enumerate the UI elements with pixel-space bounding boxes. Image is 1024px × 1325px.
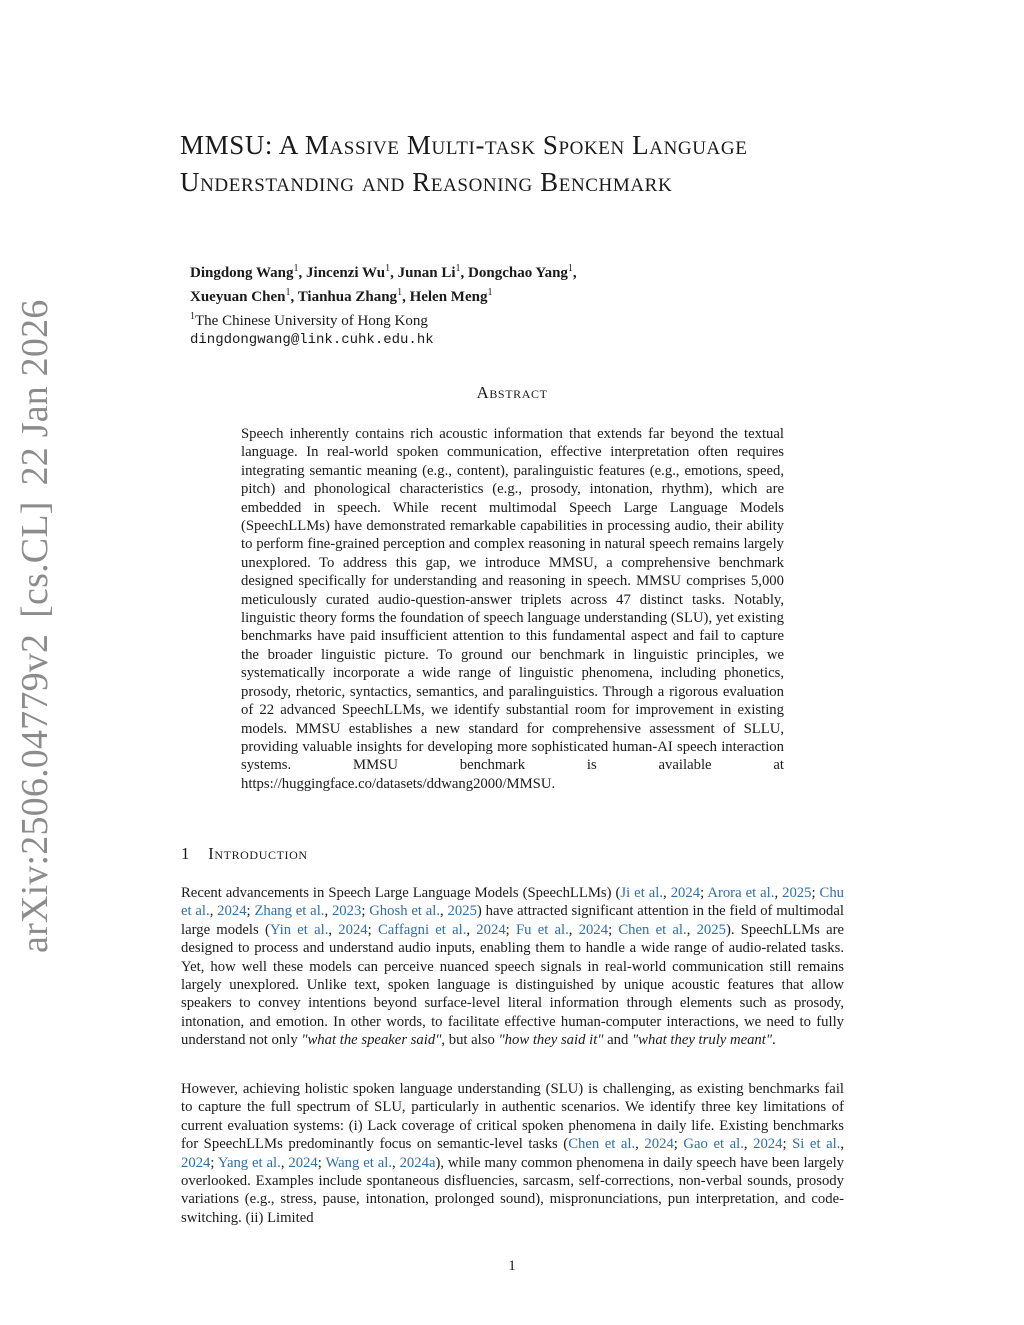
- citation-link[interactable]: Chu et al.: [181, 885, 845, 920]
- text-run: ;: [317, 1154, 326, 1171]
- text-run: ,: [328, 921, 339, 938]
- italic-quote: "what they truly meant": [632, 1032, 773, 1049]
- citation-link[interactable]: Yin et al.: [269, 921, 329, 938]
- citation-link[interactable]: Ghosh et al.: [369, 903, 441, 920]
- introduction-paragraph-1: [181, 884, 844, 1050]
- author-name: Junan Li: [397, 265, 456, 281]
- citation-link[interactable]: 2025: [696, 921, 726, 938]
- affiliation: $^1$The Chinese University of Hong Kong: [190, 311, 428, 329]
- arxiv-date: 22 Jan 2026: [14, 299, 56, 486]
- author-name: Dongchao Yang: [468, 265, 568, 281]
- text-run: ;: [673, 1136, 684, 1153]
- text-run: ,: [840, 1136, 845, 1153]
- citation-link[interactable]: Zhang et al.: [254, 903, 325, 920]
- citation-link[interactable]: Chen et al.: [618, 921, 687, 938]
- author-name: Jincenzi Wu: [306, 265, 386, 281]
- citation-link[interactable]: 2024: [338, 921, 368, 938]
- page-number: 1: [508, 1258, 516, 1274]
- text-run: ) have attracted significant attention in the field of multimodal large models (: [181, 903, 844, 938]
- text-run: ,: [743, 1136, 754, 1153]
- citation-link[interactable]: 2024: [670, 885, 701, 901]
- text-run: ;: [700, 885, 708, 901]
- author-name: Tianhua Zhang: [297, 289, 398, 305]
- text-run: ;: [505, 921, 516, 938]
- text-run: , but also: [441, 1032, 499, 1049]
- text-run: ,: [635, 1136, 645, 1153]
- text-run: ,: [324, 903, 332, 920]
- abstract-heading: Abstract: [476, 383, 548, 402]
- citation-link[interactable]: Caffagni et al.: [377, 921, 467, 938]
- abstract-text: Speech inherently contains rich acoustic information that extends far beyond the textual language. In real-world spoken communication, effective interpretation often requires integrating semantic meaning (e.g., content), paralinguistic features (e.g., emotions, speed, pitch) and phonological characteristics (e.g., prosody, intonation, rhythm), which are embedded in speech. While recent multimodal Speech Large Language Models (SpeechLLMs) have demonstrated remarkable capabilities in processing audio, their ability to perform fine-grained perception and complex reasoning in natural speech remains largely unexplored. To address this gap, we introduce MMSU, a comprehensive benchmark designed specifically for understanding and reasoning in speech. MMSU comprises 5,000 meticulously curated audio-question-answer triplets across 47 distinct tasks. Notably, linguistic theory forms the foundation of speech language understanding (SLU), yet existing benchmarks have paid insufficient attention to this fundamental aspect and fail to capture the broader linguistic picture. To ground our benchmark in linguistic principles, we systematically incorporate a wide range of linguistic phenomena, including phonetics, prosody, rhetoric, syntactics, semantics, and paralinguistics. Through a rigorous evaluation of 22 advanced SpeechLLMs, we identify substantial room for improvement in existing models. MMSU establishes a new standard for comprehensive assessment of SLLU, providing valuable insights for developing more sophisticated human-AI speech interaction systems. MMSU benchmark is available at https://huggingface.co/datasets/ddwang2000/MMSU.: [241, 426, 784, 792]
- section-number: 1: [181, 844, 191, 863]
- paper-title: MMSU: A Massive Multi-task Spoken Language Understanding and Reasoning Benchmark: [180, 130, 748, 197]
- citation-link[interactable]: Wang et al.: [325, 1154, 393, 1171]
- text-run: However, achieving holistic spoken language understanding (SLU) is challenging, as existing benchmarks fail to capture the full spectrum of SLU, particularly in authentic scenarios. We identify three key limitations of current evaluation systems: (i) Lack coverage of critical spoken phenomena in daily life. Existing benchmarks for SpeechLLMs predominantly focus on semantic-level tasks (: [181, 1081, 844, 1153]
- text-run: ;: [361, 903, 370, 920]
- text-run: ,: [466, 921, 477, 938]
- citation-link[interactable]: Chen et al.: [568, 1136, 636, 1153]
- citation-link[interactable]: Yang et al.: [217, 1154, 281, 1171]
- arxiv-category: [cs.CL]: [14, 501, 56, 618]
- text-run: ;: [367, 921, 378, 938]
- text-run: ;: [246, 903, 255, 920]
- text-run: ;: [210, 1154, 218, 1171]
- text-run: ,: [686, 921, 697, 938]
- text-run: .: [772, 1032, 776, 1049]
- author-name: Dingdong Wang: [190, 265, 294, 281]
- section-heading-introduction: [181, 844, 581, 864]
- text-run: ,: [568, 921, 579, 938]
- text-run: ), while many common phenomena in daily speech have been largely overlooked. Examples include spontaneous disfluencies, sarcasm, self-corrections, non-verbal sounds, prosody variations (e.g., stress, pause, intonation, prolonged sound), mispronunciations, pun interpretation, and code-switching. (ii) Limited: [181, 1154, 845, 1226]
- arxiv-identifier-stamp: [10, 299, 60, 953]
- citation-link[interactable]: 2024: [644, 1136, 674, 1153]
- citation-link[interactable]: 2023: [331, 903, 362, 920]
- citation-link[interactable]: 2024: [181, 1154, 211, 1171]
- citation-link[interactable]: 2024a: [399, 1154, 436, 1171]
- italic-quote: "what the speaker said": [301, 1032, 442, 1049]
- text-run: ;: [782, 1136, 793, 1153]
- citation-link[interactable]: 2024: [578, 921, 609, 938]
- text-run: ,: [392, 1154, 400, 1171]
- introduction-paragraph-2: [181, 1080, 844, 1227]
- author-line-2: Xueyuan Chen$^1$, Tianhua Zhang$^1$, Helen Meng$^1$: [190, 287, 493, 305]
- citation-link[interactable]: 2025: [447, 903, 477, 920]
- text-run: ,: [209, 903, 218, 920]
- text-run: ,: [440, 903, 448, 920]
- citation-link[interactable]: Fu et al.: [515, 921, 569, 938]
- author-block: [190, 259, 830, 350]
- author-name: Xueyuan Chen: [190, 289, 286, 305]
- text-run: ). SpeechLLMs are designed to process and understand audio inputs, enabling them to handle a wide range of audio-related tasks. Yet, how well these models can perceive nuanced speech signals in real-world communication still remains largely unexplored. Unlike text, spoken language is distinguished by unique acoustic features that allow speakers to convey intentions beyond surface-level literal information through elements such as prosody, intonation, and emotion. In other words, to facilitate effective human-computer interactions, we need to fully understand not only: [181, 921, 845, 1049]
- text-run: ,: [280, 1154, 289, 1171]
- text-run: and: [603, 1032, 633, 1049]
- citation-link[interactable]: 2024: [753, 1136, 783, 1153]
- text-run: Recent advancements in Speech Large Language Models (SpeechLLMs) (: [181, 885, 621, 901]
- text-run: ,: [663, 885, 671, 901]
- text-run: ;: [811, 885, 820, 901]
- author-email[interactable]: dingdongwang@link.cuhk.edu.hk: [190, 332, 434, 348]
- author-name: Helen Meng: [409, 289, 488, 305]
- italic-quote: "how they said it": [498, 1032, 604, 1049]
- citation-link[interactable]: 2024: [476, 921, 506, 938]
- citation-link[interactable]: 2025: [782, 885, 812, 901]
- arxiv-id: arXiv:2506.04779v2: [14, 633, 56, 953]
- citation-link[interactable]: Arora et al.: [707, 885, 775, 901]
- author-line-1: Dingdong Wang$^1$, Jincenzi Wu$^1$, Junan Li$^1$, Dongchao Yang$^1$,: [190, 263, 577, 281]
- citation-link[interactable]: 2024: [217, 903, 247, 920]
- citation-link[interactable]: Ji et al.: [620, 885, 664, 901]
- citation-link[interactable]: Gao et al.: [683, 1136, 744, 1153]
- text-run: ,: [774, 885, 783, 901]
- text-run: ;: [608, 921, 619, 938]
- citation-link[interactable]: Si et al.: [792, 1136, 841, 1153]
- section-title: Introduction: [208, 844, 308, 863]
- citation-link[interactable]: 2024: [288, 1154, 318, 1171]
